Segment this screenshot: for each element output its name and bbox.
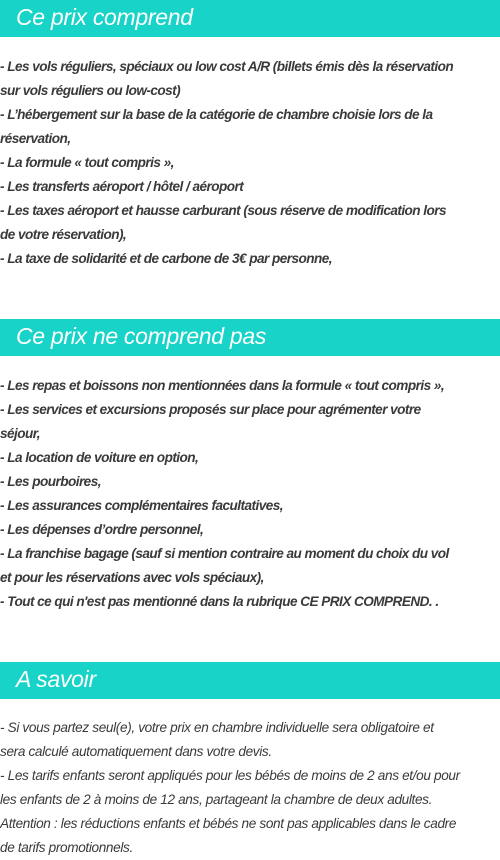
- section-body-good-to-know: [0, 716, 500, 860]
- text-line: - Les vols réguliers, spéciaux ou low cost A/R (billets émis dès la réservation: [0, 59, 454, 74]
- section-header-good-to-know: [0, 662, 500, 699]
- text-line: - Si vous partez seul(e), votre prix en chambre individuelle sera obligatoire et: [0, 720, 434, 735]
- text-line: - Les tarifs enfants seront appliqués pour les bébés de moins de 2 ans et/ou pour: [0, 768, 460, 783]
- text-line: - Les services et excursions proposés sur place pour agrémenter votre: [0, 402, 421, 417]
- text-line: réservation,: [0, 131, 71, 146]
- section-title-includes: Ce prix comprend: [16, 4, 193, 30]
- text-line: - La location de voiture en option,: [0, 450, 199, 465]
- section-title-good-to-know: A savoir: [16, 666, 96, 692]
- text-line: - La franchise bagage (sauf si mention contraire au moment du choix du vol: [0, 546, 449, 561]
- text-line: - La formule « tout compris »,: [0, 155, 174, 170]
- text-line: - Les repas et boissons non mentionnées dans la formule « tout compris »,: [0, 378, 445, 393]
- text-line: - Les transferts aéroport / hôtel / aéroport: [0, 179, 244, 194]
- text-line: les enfants de 2 à moins de 12 ans, partageant la chambre de deux adultes.: [0, 792, 433, 807]
- text-line: - Les assurances complémentaires facultatives,: [0, 498, 283, 513]
- section-header-excludes: [0, 319, 500, 356]
- section-title-excludes: Ce prix ne comprend pas: [16, 323, 267, 349]
- text-line: - L’hébergement sur la base de la catégorie de chambre choisie lors de la: [0, 107, 433, 122]
- section-header-includes: [0, 0, 500, 37]
- section-body-excludes: [0, 374, 500, 614]
- text-line: de votre réservation),: [0, 227, 127, 242]
- text-line: et pour les réservations avec vols spéciaux),: [0, 570, 264, 585]
- text-line: de tarifs promotionnels.: [0, 840, 133, 855]
- text-line: - Les taxes aéroport et hausse carburant (sous réserve de modification lors: [0, 203, 447, 218]
- text-line: - Les pourboires,: [0, 474, 101, 489]
- text-line: séjour,: [0, 426, 40, 441]
- section-body-includes: [0, 55, 500, 271]
- text-line: sera calculé automatiquement dans votre devis.: [0, 744, 272, 759]
- text-line: - Tout ce qui n'est pas mentionné dans la rubrique CE PRIX COMPREND. .: [0, 594, 439, 609]
- text-line: - Les dépenses d’ordre personnel,: [0, 522, 204, 537]
- text-line: Attention : les réductions enfants et bébés ne sont pas applicables dans le cadre: [0, 816, 457, 831]
- text-line: - La taxe de solidarité et de carbone de 3€ par personne,: [0, 251, 333, 266]
- text-line: sur vols réguliers ou low-cost): [0, 83, 181, 98]
